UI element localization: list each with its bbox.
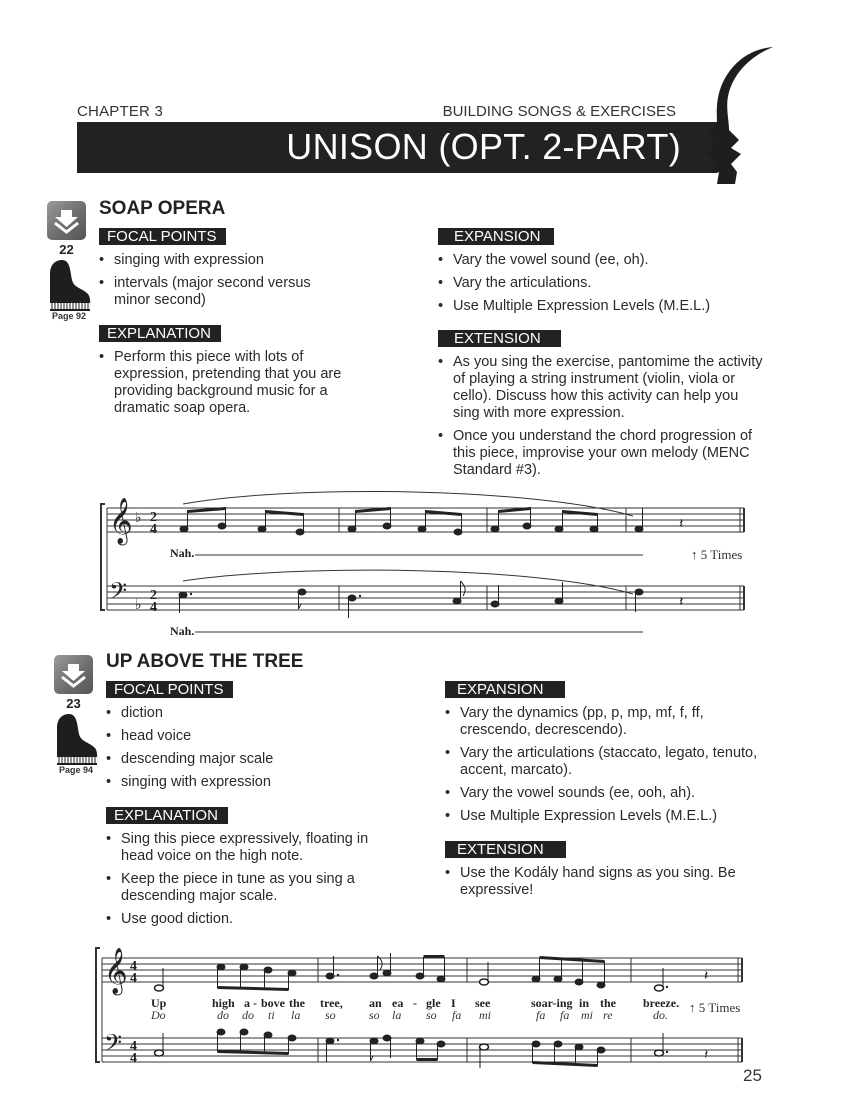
svg-text:4: 4 [130, 959, 137, 974]
solfege-syllable: mi [479, 1008, 491, 1022]
expansion-label: EXPANSION [445, 681, 565, 698]
list-item: • diction [106, 705, 426, 722]
focal-points-list [106, 705, 426, 791]
lyric-syllable: Up [151, 996, 167, 1010]
sheet-music-up-above-the-tree [90, 940, 750, 1070]
solfege-syllable: so [325, 1008, 336, 1022]
page-number: 25 [743, 1066, 762, 1085]
svg-text:♭: ♭ [135, 510, 142, 526]
list-item: • descending major scale [106, 751, 426, 768]
focal-points-section [106, 681, 426, 797]
list-item: • Keep the piece in tune as you sing a descending major scale. [106, 871, 386, 905]
lyric-syllable: high [212, 996, 235, 1010]
focal-points-label: FOCAL POINTS [99, 228, 226, 245]
page-reference-link[interactable]: Page 94 [58, 765, 94, 775]
section-category: BUILDING SONGS & EXERCISES [442, 103, 676, 120]
page-reference-link[interactable]: Page 92 [51, 311, 87, 321]
extension-section [445, 841, 765, 905]
expansion-section [438, 228, 768, 321]
extension-label: EXTENSION [438, 330, 561, 347]
solfege-syllable: fa [560, 1008, 570, 1022]
list-item: • Use Multiple Expression Levels (M.E.L.) [438, 298, 768, 315]
lyric-syllable: - [413, 996, 417, 1010]
extension-label: EXTENSION [445, 841, 566, 858]
solfege-syllable: fa [536, 1008, 546, 1022]
lyric-syllable: breeze. [643, 996, 680, 1010]
svg-text:𝄽: 𝄽 [679, 594, 684, 610]
list-item: • singing with expression [99, 252, 419, 269]
download-icon [54, 655, 93, 694]
solfege-syllable: so [426, 1008, 437, 1022]
solfege-syllable: la [291, 1008, 301, 1022]
extension-list [445, 865, 745, 899]
explanation-label: EXPLANATION [106, 807, 228, 824]
sheet-music-soap-opera [95, 488, 755, 638]
solfege-syllable: re [603, 1008, 613, 1022]
list-item: • Use Multiple Expression Levels (M.E.L.) [445, 808, 765, 825]
svg-text:𝄽: 𝄽 [704, 1047, 709, 1063]
svg-text:𝄢: 𝄢 [104, 1029, 123, 1062]
svg-text:𝄽: 𝄽 [704, 968, 709, 984]
lyric-syllable: tree, [320, 996, 343, 1010]
explanation-list [106, 831, 386, 928]
extension-list [438, 354, 768, 479]
list-item: • Sing this piece expressively, floating in head voice on the high note. [106, 831, 386, 865]
list-item: • Use the Kodály hand signs as you sing. Be expressive! [445, 865, 745, 899]
svg-text:4: 4 [130, 1051, 137, 1066]
solfege-syllable: so [369, 1008, 380, 1022]
singing-face-silhouette-icon [695, 44, 775, 189]
solfege-syllable: ti [268, 1008, 275, 1022]
extension-section [438, 330, 768, 485]
song-title: UP ABOVE THE TREE [106, 651, 304, 672]
solfege-syllable: la [392, 1008, 402, 1022]
svg-text:♭: ♭ [135, 597, 142, 613]
list-item: • singing with expression [106, 774, 426, 791]
list-item: • Vary the articulations (staccato, legato, tenuto, accent, marcato). [445, 745, 765, 779]
list-item: • Vary the articulations. [438, 275, 768, 292]
explanation-label: EXPLANATION [99, 325, 221, 342]
list-item: • As you sing the exercise, pantomime the activity of playing a string instrument (violin, viola or cello). Discuss how this activity can help you sing with more expression. [438, 354, 768, 422]
solfege-syllable: fa [452, 1008, 462, 1022]
lyric-syllable: the [600, 996, 616, 1010]
lyric-syllable: soar-ing [531, 996, 573, 1010]
track-number: 23 [66, 696, 81, 711]
explanation-list [99, 349, 349, 417]
solfege-syllable: do [242, 1008, 254, 1022]
lyric-syllable: the [289, 996, 305, 1010]
grand-piano-icon [55, 714, 99, 766]
solfege-syllable: do [217, 1008, 229, 1022]
lyric-syllable: a - [244, 996, 257, 1010]
lyric-syllable: I [451, 996, 456, 1010]
expansion-label: EXPANSION [438, 228, 554, 245]
svg-text:4: 4 [130, 971, 137, 986]
svg-text:4: 4 [150, 600, 157, 615]
svg-text:𝄽: 𝄽 [679, 516, 684, 532]
bass-lyric: Nah. [170, 624, 195, 638]
download-icon [47, 201, 86, 240]
repeat-instruction: ↑ 5 Times [691, 547, 743, 562]
solfege-syllable: Do [151, 1008, 166, 1022]
svg-text:𝄞: 𝄞 [104, 948, 128, 994]
svg-text:4: 4 [150, 522, 157, 537]
list-item: • Vary the vowel sounds (ee, ooh, ah). [445, 785, 765, 802]
solfege-syllable: do. [653, 1008, 668, 1022]
list-item: • Vary the vowel sound (ee, oh). [438, 252, 768, 269]
list-item: • Vary the dynamics (pp, p, mp, mf, f, ff, crescendo, decrescendo). [445, 705, 765, 739]
svg-text:4: 4 [130, 1039, 137, 1054]
expansion-list [445, 705, 765, 825]
song-title: SOAP OPERA [99, 198, 226, 219]
lyric-syllable: an [369, 996, 382, 1010]
grand-piano-icon [48, 260, 92, 312]
lyric-syllable: see [475, 996, 491, 1010]
title-bar [77, 122, 717, 173]
list-item: • Perform this piece with lots of expression, pretending that you are providing background music for a dramatic soap opera. [99, 349, 349, 417]
explanation-section [106, 807, 386, 934]
list-item: • head voice [106, 728, 426, 745]
svg-text:𝄢: 𝄢 [109, 577, 128, 610]
svg-text:𝄞: 𝄞 [109, 498, 133, 544]
focal-points-list [99, 252, 419, 309]
treble-lyric: Nah. [170, 546, 195, 560]
expansion-section [445, 681, 765, 831]
expansion-list [438, 252, 768, 315]
lyric-syllable: gle [426, 996, 441, 1010]
track-number: 22 [59, 242, 74, 257]
solfege-syllable: mi [581, 1008, 593, 1022]
page-title: UNISON (OPT. 2-PART) [286, 126, 681, 167]
list-item: • intervals (major second versus minor second) [99, 275, 339, 309]
chapter-label: CHAPTER 3 [77, 103, 163, 120]
svg-text:2: 2 [150, 588, 157, 603]
lyric-syllable: bove [261, 996, 285, 1010]
list-item: • Once you understand the chord progression of this piece, improvise your own melody (MENC Standard #3). [438, 428, 768, 479]
focal-points-section [99, 228, 419, 315]
list-item: • Use good diction. [106, 911, 386, 928]
lyric-syllable: in [579, 996, 590, 1010]
svg-text:2: 2 [150, 510, 157, 525]
lyric-syllable: ea [392, 996, 404, 1010]
focal-points-label: FOCAL POINTS [106, 681, 233, 698]
explanation-section [99, 325, 349, 423]
repeat-instruction: ↑ 5 Times [689, 1000, 741, 1015]
